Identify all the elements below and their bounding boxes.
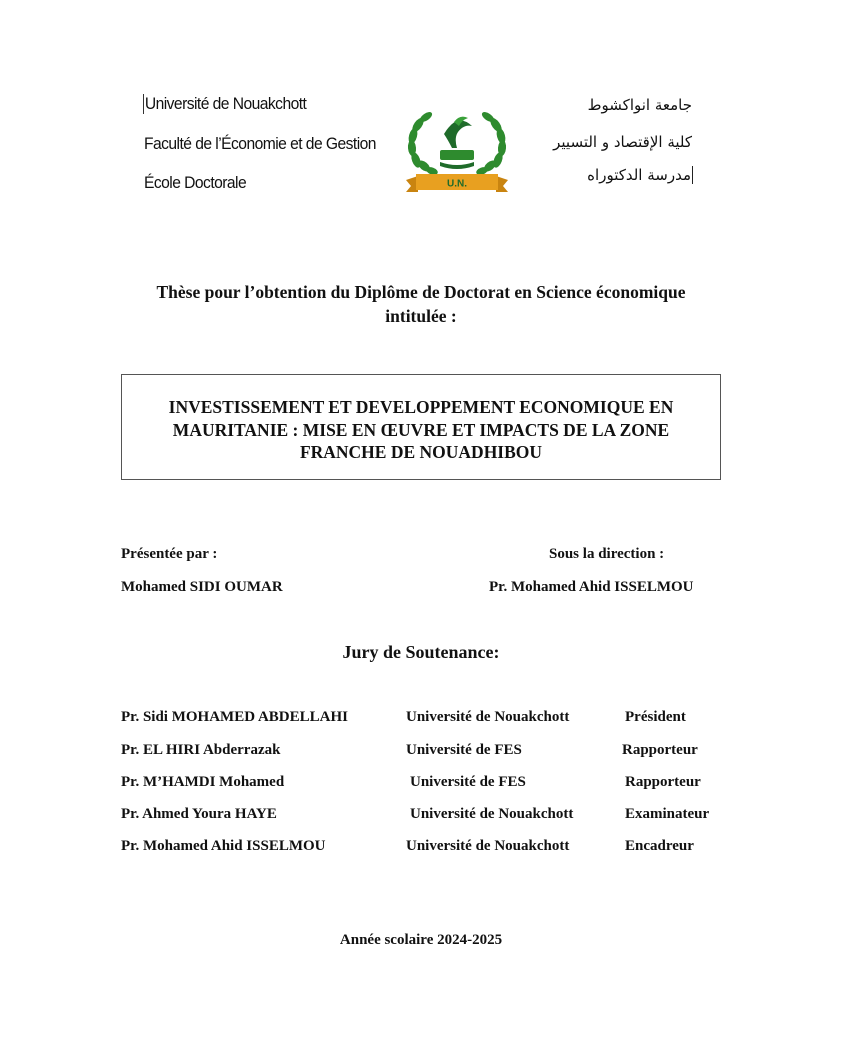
academic-year: Année scolaire 2024-2025: [339, 932, 503, 948]
title-line-1: INVESTISSEMENT ET DEVELOPPEMENT ECONOMIQUE EN: [168, 397, 674, 417]
thesis-line-1: Thèse pour l’obtention du Diplôme de Doctorat en Science économique: [156, 282, 686, 302]
title-line-2: MAURITANIE : MISE EN ŒUVRE ET IMPACTS DE LA ZONE: [172, 419, 670, 440]
jury-member-university: Université de Nouakchott: [406, 838, 570, 854]
jury-member-role: Président: [625, 709, 686, 725]
laurel-right-icon: [475, 110, 507, 176]
thesis-statement: [80, 280, 762, 328]
jury-member-role: Rapporteur: [625, 774, 701, 790]
jury-member-name: Pr. Mohamed Ahid ISSELMOU: [121, 838, 326, 854]
jury-member-name: Pr. EL HIRI Abderrazak: [121, 742, 281, 758]
jury-member-role: Rapporteur: [622, 742, 698, 758]
presenter-name: Mohamed SIDI OUMAR: [121, 579, 283, 595]
jury-member-role: Examinateur: [625, 806, 710, 822]
thesis-title-box: [121, 374, 721, 480]
thesis-title: [122, 396, 720, 464]
jury-member-university: Université de Nouakchott: [406, 709, 570, 725]
university-name-ar: جامعة انواكشوط: [587, 96, 692, 114]
presenter-label: Présentée par :: [121, 546, 218, 562]
logo-text: U.N.: [447, 178, 467, 190]
jury-member-university: Université de Nouakchott: [410, 806, 574, 822]
jury-member-university: Université de FES: [410, 774, 526, 790]
jury-member-name: Pr. Ahmed Youra HAYE: [121, 806, 277, 822]
faculty-name-ar: كلية الإقتصاد و التسيير: [553, 133, 692, 151]
faculty-name-fr: Faculté de l’Économie et de Gestion: [144, 134, 376, 153]
jury-member-name: Pr. Sidi MOHAMED ABDELLAHI: [121, 709, 348, 725]
university-name-fr: Université de Nouakchott: [144, 94, 307, 113]
title-line-3: FRANCHE DE NOUADHIBOU: [299, 442, 543, 462]
thesis-line-2: intitulée :: [385, 306, 457, 326]
jury-member-university: Université de FES: [406, 742, 522, 758]
quill-emblem-icon: [440, 117, 474, 169]
jury-member-name: Pr. M’HAMDI Mohamed: [121, 774, 285, 790]
doctoral-school-fr: École Doctorale: [144, 173, 247, 192]
jury-member-role: Encadreur: [625, 838, 694, 854]
university-logo: [402, 104, 512, 194]
laurel-left-icon: [407, 110, 439, 176]
doctoral-school-ar: مدرسة الدكتوراه: [587, 166, 691, 184]
jury-heading: Jury de Soutenance:: [342, 642, 500, 662]
director-name: Pr. Mohamed Ahid ISSELMOU: [489, 579, 694, 595]
direction-label: Sous la direction :: [549, 546, 665, 562]
